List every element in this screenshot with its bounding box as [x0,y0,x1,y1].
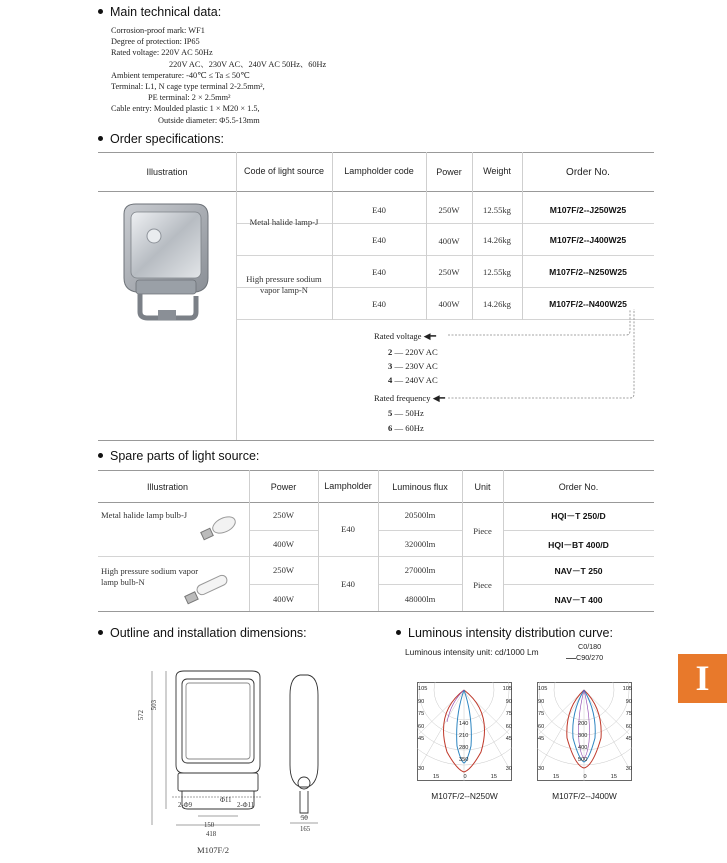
dim-hole-left: 2-Φ9 [178,802,193,809]
bulb-j-label: Metal halide lamp bulb-J [101,510,188,520]
spare-row-rule [249,530,318,531]
chart2-rings: 200 300 400 500 [578,721,588,763]
spare-flux: 27000lm [404,565,436,575]
outline-model-label: M107F/2 [197,845,229,855]
order-spec-title-text: Order specifications: [110,132,224,146]
spare-header-unit: Unit [474,482,491,492]
spare-row-rule [98,556,654,557]
spec-voltage-options: 220V AC、230V AC、240V AC 50Hz、60Hz [169,59,327,69]
spare-header-lampholder: Lampholder [324,481,372,491]
spare-order-number: NAV－T 250 [554,566,603,576]
spec-outside-diameter: Outside diameter: Φ5.5-13mm [158,115,260,125]
group-metal-halide: Metal halide lamp-J [249,217,319,227]
curve-title-text: Luminous intensity distribution curve: [408,626,613,640]
order-header-power: Power [436,167,462,177]
bulb-n-illustration [182,572,236,608]
order-power: 400W [438,299,460,309]
frequency-code-5: 5 — 50Hz [388,408,424,418]
order-power: 250W [438,267,460,277]
spare-flux: 32000lm [404,539,436,549]
code-leader-lines [440,305,640,405]
spare-table-bottom-rule [98,611,654,612]
spare-header-illustration: Illustration [146,482,189,492]
spec-pe-terminal: PE terminal: 2 × 2.5mm² [148,93,231,103]
spec-cable-entry: Cable entry: Moulded plastic 1 × M20 × 1.5, [111,104,260,114]
order-header-weight: Weight [483,166,511,176]
section-tab[interactable] [678,654,727,703]
dim-side-bracket: 50 [301,815,308,822]
curve-unit: Luminous intensity unit: cd/1000 Lm [405,647,539,657]
chart2-bottom-ticks: 15 0 15 [553,774,617,780]
order-weight: 12.55kg [483,267,511,277]
order-header-lampholder: Lampholder code [344,166,414,176]
order-number: M107F/2--N400W25 [549,299,627,309]
dim-side-width: 165 [300,826,311,833]
spare-power: 400W [272,539,294,549]
chart1-bottom-ticks: 15 0 15 [433,774,497,780]
dim-body-height: 503 [151,700,158,711]
order-table-bottom-rule [98,440,654,441]
spare-row-rule [503,530,654,531]
spare-unit-j: Piece [473,526,492,536]
spare-header-order-no: Order No. [558,482,599,492]
order-spec-title [98,132,224,146]
spare-flux: 20500lm [404,510,436,520]
group-sodium: High pressure sodium vapor lamp-N [246,274,322,295]
order-table-top-rule [98,152,654,153]
outline-drawing [132,665,342,843]
spare-col-divider [318,470,319,611]
dim-mount-width: 150 [204,822,215,829]
order-power: 250W [438,205,460,215]
floodlight-illustration [118,200,214,324]
spare-parts-title [98,449,259,463]
order-number: M107F/2--N250W25 [549,267,627,277]
order-lampholder: E40 [372,205,386,215]
chart2-angles-right: 105 90 75 60 45 30 [622,686,632,772]
spare-table-header-rule [98,502,654,503]
chart1-angles-left: 105 90 75 60 45 30 [418,686,428,772]
order-table-header-rule [98,191,654,192]
bulb-j-illustration [196,512,240,546]
order-weight: 12.55kg [483,205,511,215]
spare-unit-n: Piece [473,580,492,590]
spare-flux: 48000lm [404,594,436,604]
outline-title-text: Outline and installation dimensions: [110,626,307,640]
rated-voltage-label: Rated voltage ◀━ [374,331,436,341]
spare-row-rule [249,584,318,585]
bullet-icon [396,630,401,635]
bullet-icon [98,9,103,14]
chart1-caption: M107F/2--N250W [431,791,498,801]
order-lampholder: E40 [372,299,386,309]
spare-lampholder-j: E40 [341,524,355,534]
spare-order-number: HQI－BT 400/D [548,540,609,550]
dim-hole-right: 2-Φ11 [237,802,255,809]
spec-terminal: Terminal: L1, N cage type terminal 2-2.5mm², [111,82,265,92]
spare-order-number: NAV－T 400 [554,595,603,605]
frequency-code-6: 6 — 60Hz [388,423,424,433]
order-number: M107F/2--J400W25 [549,235,627,245]
spare-header-flux: Luminous flux [392,482,448,492]
order-row-rule [236,255,654,256]
outline-title [98,626,307,640]
spare-row-rule [378,530,462,531]
chart2-angles-left: 105 90 75 60 45 30 [538,686,548,772]
spare-lampholder-n: E40 [341,579,355,589]
curve-title [396,626,613,640]
voltage-code-3: 3 — 230V AC [388,361,438,371]
spec-corrosion: Corrosion-proof mark: WF1 [111,26,205,35]
chart1-rings: 140 210 280 350 [459,721,469,763]
dim-hole-center: Φ11 [220,797,232,804]
spare-power: 250W [272,510,294,520]
bulb-n-label-line2: lamp bulb-N [101,577,145,587]
bullet-icon [98,453,103,458]
voltage-code-4: 4 — 240V AC [388,375,438,385]
spare-row-rule [378,584,462,585]
main-technical-title-text: Main technical data: [110,5,222,19]
section-tab-label: I [695,658,710,698]
dim-total-height: 572 [138,710,145,721]
spare-order-number: HQI－T 250/D [551,511,606,521]
rated-frequency-label: Rated frequency ◀━ [374,393,446,403]
dim-total-width: 418 [206,831,217,838]
bullet-icon [98,136,103,141]
order-header-code: Code of light source [243,166,325,176]
order-header-illustration: Illustration [146,167,188,177]
spec-protection: Degree of protection: IP65 [111,37,200,47]
spare-power: 400W [272,594,294,604]
voltage-code-2: 2 — 220V AC [388,347,438,357]
order-lampholder: E40 [372,267,386,277]
order-col-divider [236,320,237,440]
order-header-order-no: Order No. [566,167,610,178]
main-technical-list [111,25,326,126]
legend-c90-row [566,653,603,662]
spare-power: 250W [272,565,294,575]
spare-parts-title-text: Spare parts of light source: [110,449,260,463]
chart2-caption: M107F/2--J400W [552,791,617,801]
order-weight: 14.26kg [483,235,511,245]
spare-header-power: Power [270,482,297,492]
spec-voltage: Rated voltage: 220V AC 50Hz [111,48,213,58]
spare-table-top-rule [98,470,654,471]
legend-c90: C90/270 [576,653,604,662]
order-power: 400W [438,236,460,246]
spare-row-rule [503,584,654,585]
bullet-icon [98,630,103,635]
order-lampholder: E40 [372,235,386,245]
main-technical-title [98,5,221,19]
chart1-angles-right: 105 90 75 60 45 30 [502,686,512,772]
order-weight: 14.26kg [483,299,511,309]
bulb-n-label-line1: High pressure sodium vapor [101,566,199,576]
legend-c0: C0/180 [578,642,602,651]
order-number: M107F/2--J250W25 [549,205,627,215]
spec-ambient: Ambient temperature: -40℃ ≤ Ta ≤ 50℃ [111,70,250,80]
